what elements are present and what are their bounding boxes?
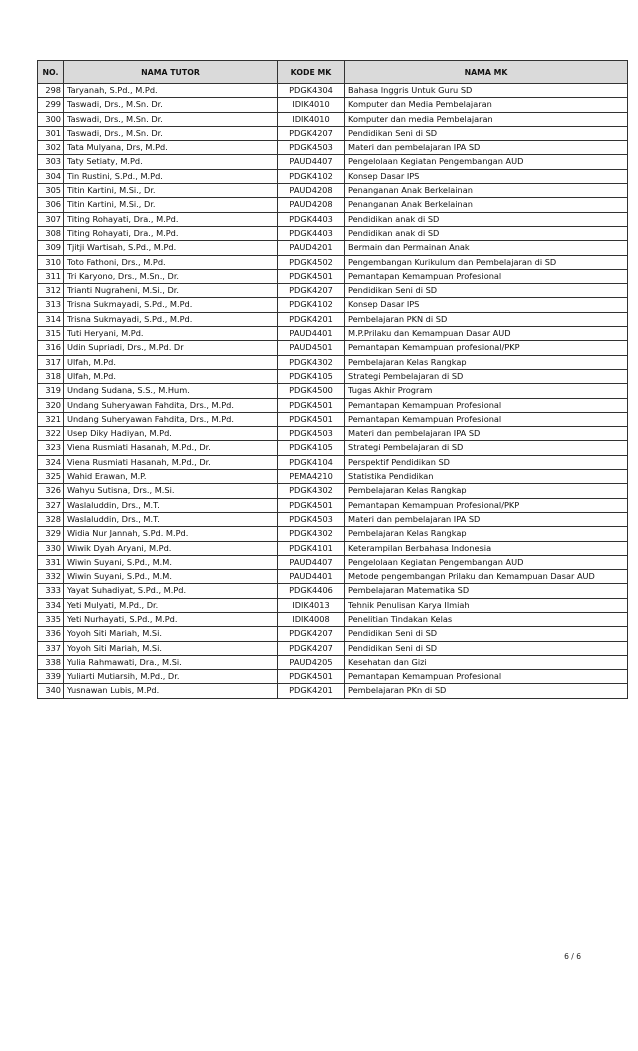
course-code: PAUD4201 <box>278 241 345 255</box>
row-number: 323 <box>38 441 64 455</box>
row-number: 329 <box>38 527 64 541</box>
row-number: 307 <box>38 212 64 226</box>
table-row <box>38 269 628 283</box>
course-code: IDIK4013 <box>278 598 345 612</box>
row-number: 335 <box>38 612 64 626</box>
course-code: PDGK4501 <box>278 269 345 283</box>
table-row <box>38 169 628 183</box>
course-code: PDGK4406 <box>278 584 345 598</box>
row-number: 340 <box>38 684 64 698</box>
table-row <box>38 612 628 626</box>
tutor-name: Ulfah, M.Pd. <box>64 355 278 369</box>
row-number: 302 <box>38 141 64 155</box>
row-number: 298 <box>38 84 64 98</box>
table-row <box>38 455 628 469</box>
table-row <box>38 226 628 240</box>
tutor-name: Wiwik Dyah Aryani, M.Pd. <box>64 541 278 555</box>
course-name: Bermain dan Permainan Anak <box>345 241 628 255</box>
course-name: Komputer dan Media Pembelajaran <box>345 98 628 112</box>
row-number: 314 <box>38 312 64 326</box>
tutor-name: Yeti Nurhayati, S.Pd., M.Pd. <box>64 612 278 626</box>
tutor-name: Taswadi, Drs., M.Sn. Dr. <box>64 112 278 126</box>
course-code: PAUD4208 <box>278 184 345 198</box>
tutor-name: Wahyu Sutisna, Drs., M.Si. <box>64 484 278 498</box>
tutor-name: Udin Supriadi, Drs., M.Pd. Dr <box>64 341 278 355</box>
table-row <box>38 212 628 226</box>
course-name: Pemantapan Kemampuan Profesional <box>345 398 628 412</box>
course-code: PDGK4501 <box>278 498 345 512</box>
course-name: Pembelajaran Matematika SD <box>345 584 628 598</box>
tutor-name: Taryanah, S.Pd., M.Pd. <box>64 84 278 98</box>
row-number: 337 <box>38 641 64 655</box>
row-number: 306 <box>38 198 64 212</box>
tutor-name: Yoyoh Siti Mariah, M.Si. <box>64 641 278 655</box>
course-code: PDGK4207 <box>278 126 345 140</box>
tutor-name: Toto Fathoni, Drs., M.Pd. <box>64 255 278 269</box>
course-name: Penanganan Anak Berkelainan <box>345 184 628 198</box>
course-name: Materi dan pembelajaran IPA SD <box>345 427 628 441</box>
course-name: Strategi Pembelajaran di SD <box>345 441 628 455</box>
course-code: PDGK4501 <box>278 412 345 426</box>
table-row <box>38 126 628 140</box>
course-code: PDGK4302 <box>278 484 345 498</box>
course-code: PAUD4407 <box>278 155 345 169</box>
course-name: Pendidikan anak di SD <box>345 212 628 226</box>
tutor-name: Wiwin Suyani, S.Pd., M.M. <box>64 555 278 569</box>
course-code: PDGK4102 <box>278 298 345 312</box>
row-number: 330 <box>38 541 64 555</box>
course-code: PDGK4207 <box>278 641 345 655</box>
course-name: Pembelajaran Kelas Rangkap <box>345 527 628 541</box>
table-row <box>38 298 628 312</box>
course-code: PDGK4501 <box>278 398 345 412</box>
table-row <box>38 484 628 498</box>
table-row <box>38 570 628 584</box>
course-name: Pengelolaan Kegiatan Pengembangan AUD <box>345 155 628 169</box>
course-name: Penanganan Anak Berkelainan <box>345 198 628 212</box>
tutor-name: Wiwin Suyani, S.Pd., M.M. <box>64 570 278 584</box>
row-number: 310 <box>38 255 64 269</box>
tutor-name: Yeti Mulyati, M.Pd., Dr. <box>64 598 278 612</box>
table-row <box>38 384 628 398</box>
table-row <box>38 98 628 112</box>
tutor-name: Tata Mulyana, Drs, M.Pd. <box>64 141 278 155</box>
course-name: M.P.Prilaku dan Kemampuan Dasar AUD <box>345 327 628 341</box>
course-name: Strategi Pembelajaran di SD <box>345 369 628 383</box>
tutor-name: Tjitji Wartisah, S.Pd., M.Pd. <box>64 241 278 255</box>
row-number: 315 <box>38 327 64 341</box>
table-row <box>38 241 628 255</box>
row-number: 334 <box>38 598 64 612</box>
row-number: 301 <box>38 126 64 140</box>
tutor-name: Usep Diky Hadiyan, M.Pd. <box>64 427 278 441</box>
row-number: 320 <box>38 398 64 412</box>
row-number: 336 <box>38 627 64 641</box>
row-number: 325 <box>38 470 64 484</box>
table-row <box>38 312 628 326</box>
course-name: Pemantapan Kemampuan Profesional <box>345 269 628 283</box>
course-name: Pembelajaran PKn di SD <box>345 684 628 698</box>
course-code: PDGK4503 <box>278 141 345 155</box>
row-number: 318 <box>38 369 64 383</box>
table-row <box>38 541 628 555</box>
course-code: PDGK4502 <box>278 255 345 269</box>
row-number: 308 <box>38 226 64 240</box>
tutor-name: Undang Suheryawan Fahdita, Drs., M.Pd. <box>64 398 278 412</box>
row-number: 331 <box>38 555 64 569</box>
course-code: PDGK4102 <box>278 169 345 183</box>
course-name: Pemantapan Kemampuan Profesional <box>345 670 628 684</box>
tutor-name: Viena Rusmiati Hasanah, M.Pd., Dr. <box>64 455 278 469</box>
row-number: 311 <box>38 269 64 283</box>
row-number: 317 <box>38 355 64 369</box>
course-code: PAUD4407 <box>278 555 345 569</box>
tutor-name: Taswadi, Drs., M.Sn. Dr. <box>64 98 278 112</box>
row-number: 321 <box>38 412 64 426</box>
table-row <box>38 255 628 269</box>
row-number: 328 <box>38 512 64 526</box>
table-row <box>38 198 628 212</box>
header-no: NO. <box>38 61 64 84</box>
course-code: PAUD4208 <box>278 198 345 212</box>
course-code: PDGK4101 <box>278 541 345 555</box>
table-row <box>38 398 628 412</box>
table-row <box>38 584 628 598</box>
course-name: Materi dan pembelajaran IPA SD <box>345 141 628 155</box>
table-row <box>38 184 628 198</box>
row-number: 313 <box>38 298 64 312</box>
course-code: PDGK4302 <box>278 527 345 541</box>
tutor-name: Tin Rustini, S.Pd., M.Pd. <box>64 169 278 183</box>
tutor-name: Yoyoh Siti Mariah, M.Si. <box>64 627 278 641</box>
tutor-name: Undang Sudana, S.S., M.Hum. <box>64 384 278 398</box>
tutor-name: Trisna Sukmayadi, S.Pd., M.Pd. <box>64 298 278 312</box>
course-name: Pendidikan Seni di SD <box>345 627 628 641</box>
course-name: Statistika Pendidikan <box>345 470 628 484</box>
course-code: PDGK4302 <box>278 355 345 369</box>
course-code: PEMA4210 <box>278 470 345 484</box>
course-name: Pengelolaan Kegiatan Pengembangan AUD <box>345 555 628 569</box>
table-row <box>38 369 628 383</box>
course-code: PDGK4501 <box>278 670 345 684</box>
course-name: Pendidikan Seni di SD <box>345 641 628 655</box>
tutor-name: Trianti Nugraheni, M.Si., Dr. <box>64 284 278 298</box>
tutor-name: Taty Setiaty, M.Pd. <box>64 155 278 169</box>
row-number: 326 <box>38 484 64 498</box>
row-number: 339 <box>38 670 64 684</box>
table-row <box>38 412 628 426</box>
course-code: IDIK4010 <box>278 98 345 112</box>
course-name: Konsep Dasar IPS <box>345 169 628 183</box>
course-code: IDIK4008 <box>278 612 345 626</box>
course-code: PDGK4201 <box>278 684 345 698</box>
course-name: Pembelajaran Kelas Rangkap <box>345 355 628 369</box>
table-row <box>38 112 628 126</box>
table-header-row <box>38 61 628 84</box>
table-row <box>38 527 628 541</box>
tutor-table-container <box>37 60 627 699</box>
course-code: PDGK4403 <box>278 226 345 240</box>
course-code: PDGK4207 <box>278 284 345 298</box>
course-name: Tehnik Penulisan Karya Ilmiah <box>345 598 628 612</box>
tutor-table <box>37 60 628 699</box>
tutor-name: Titing Rohayati, Dra., M.Pd. <box>64 212 278 226</box>
tutor-name: Tri Karyono, Drs., M.Sn., Dr. <box>64 269 278 283</box>
tutor-name: Yusnawan Lubis, M.Pd. <box>64 684 278 698</box>
course-name: Perspektif Pendidikan SD <box>345 455 628 469</box>
tutor-name: Waslaluddin, Drs., M.T. <box>64 512 278 526</box>
table-row <box>38 470 628 484</box>
course-code: PDGK4105 <box>278 441 345 455</box>
course-name: Materi dan pembelajaran IPA SD <box>345 512 628 526</box>
table-row <box>38 355 628 369</box>
course-name: Pendidikan Seni di SD <box>345 284 628 298</box>
course-name: Bahasa Inggris Untuk Guru SD <box>345 84 628 98</box>
tutor-name: Widia Nur Jannah, S.Pd. M.Pd. <box>64 527 278 541</box>
course-name: Pemantapan Kemampuan profesional/PKP <box>345 341 628 355</box>
course-code: PDGK4207 <box>278 627 345 641</box>
course-code: PDGK4503 <box>278 512 345 526</box>
row-number: 338 <box>38 655 64 669</box>
tutor-name: Waslaluddin, Drs., M.T. <box>64 498 278 512</box>
tutor-name: Titin Kartini, M.Si., Dr. <box>64 198 278 212</box>
row-number: 299 <box>38 98 64 112</box>
row-number: 332 <box>38 570 64 584</box>
table-row <box>38 284 628 298</box>
tutor-name: Taswadi, Drs., M.Sn. Dr. <box>64 126 278 140</box>
row-number: 324 <box>38 455 64 469</box>
table-row <box>38 155 628 169</box>
row-number: 316 <box>38 341 64 355</box>
tutor-name: Undang Suheryawan Fahdita, Drs., M.Pd. <box>64 412 278 426</box>
tutor-name: Tuti Heryani, M.Pd. <box>64 327 278 341</box>
course-name: Pemantapan Kemampuan Profesional <box>345 412 628 426</box>
course-name: Keterampilan Berbahasa Indonesia <box>345 541 628 555</box>
course-code: PAUD4401 <box>278 327 345 341</box>
tutor-name: Titin Kartini, M.Si., Dr. <box>64 184 278 198</box>
table-row <box>38 627 628 641</box>
page-number: 6 / 6 <box>564 952 581 961</box>
course-code: PDGK4403 <box>278 212 345 226</box>
row-number: 327 <box>38 498 64 512</box>
course-name: Pendidikan anak di SD <box>345 226 628 240</box>
row-number: 312 <box>38 284 64 298</box>
course-name: Pemantapan Kemampuan Profesional/PKP <box>345 498 628 512</box>
course-name: Pembelajaran PKN di SD <box>345 312 628 326</box>
course-name: Kesehatan dan Gizi <box>345 655 628 669</box>
row-number: 319 <box>38 384 64 398</box>
row-number: 333 <box>38 584 64 598</box>
course-code: PDGK4500 <box>278 384 345 398</box>
table-row <box>38 427 628 441</box>
table-row <box>38 670 628 684</box>
course-code: PAUD4205 <box>278 655 345 669</box>
tutor-name: Wahid Erawan, M.P. <box>64 470 278 484</box>
tutor-name: Ulfah, M.Pd. <box>64 369 278 383</box>
table-row <box>38 641 628 655</box>
row-number: 309 <box>38 241 64 255</box>
table-row <box>38 141 628 155</box>
header-kode-mk: KODE MK <box>278 61 345 84</box>
table-row <box>38 555 628 569</box>
course-code: PDGK4104 <box>278 455 345 469</box>
tutor-name: Viena Rusmiati Hasanah, M.Pd., Dr. <box>64 441 278 455</box>
course-name: Tugas Akhir Program <box>345 384 628 398</box>
course-name: Pembelajaran Kelas Rangkap <box>345 484 628 498</box>
course-code: PDGK4304 <box>278 84 345 98</box>
table-row <box>38 655 628 669</box>
tutor-name: Yuliarti Mutiarsih, M.Pd., Dr. <box>64 670 278 684</box>
course-code: PAUD4501 <box>278 341 345 355</box>
table-row <box>38 598 628 612</box>
table-row <box>38 498 628 512</box>
table-row <box>38 512 628 526</box>
row-number: 303 <box>38 155 64 169</box>
tutor-name: Yayat Suhadiyat, S.Pd., M.Pd. <box>64 584 278 598</box>
tutor-name: Trisna Sukmayadi, S.Pd., M.Pd. <box>64 312 278 326</box>
course-name: Penelitian Tindakan Kelas <box>345 612 628 626</box>
course-code: PAUD4401 <box>278 570 345 584</box>
tutor-name: Titing Rohayati, Dra., M.Pd. <box>64 226 278 240</box>
course-name: Metode pengembangan Prilaku dan Kemampuan Dasar AUD <box>345 570 628 584</box>
course-code: PDGK4503 <box>278 427 345 441</box>
table-row <box>38 341 628 355</box>
course-code: IDIK4010 <box>278 112 345 126</box>
table-body <box>38 84 628 699</box>
course-code: PDGK4105 <box>278 369 345 383</box>
tutor-name: Yulia Rahmawati, Dra., M.Si. <box>64 655 278 669</box>
table-row <box>38 84 628 98</box>
course-name: Pengembangan Kurikulum dan Pembelajaran di SD <box>345 255 628 269</box>
table-row <box>38 684 628 698</box>
course-code: PDGK4201 <box>278 312 345 326</box>
row-number: 304 <box>38 169 64 183</box>
table-row <box>38 441 628 455</box>
course-name: Pendidikan Seni di SD <box>345 126 628 140</box>
header-nama-mk: NAMA MK <box>345 61 628 84</box>
row-number: 305 <box>38 184 64 198</box>
row-number: 300 <box>38 112 64 126</box>
course-name: Konsep Dasar IPS <box>345 298 628 312</box>
header-nama-tutor: NAMA TUTOR <box>64 61 278 84</box>
row-number: 322 <box>38 427 64 441</box>
table-row <box>38 327 628 341</box>
course-name: Komputer dan media Pembelajaran <box>345 112 628 126</box>
